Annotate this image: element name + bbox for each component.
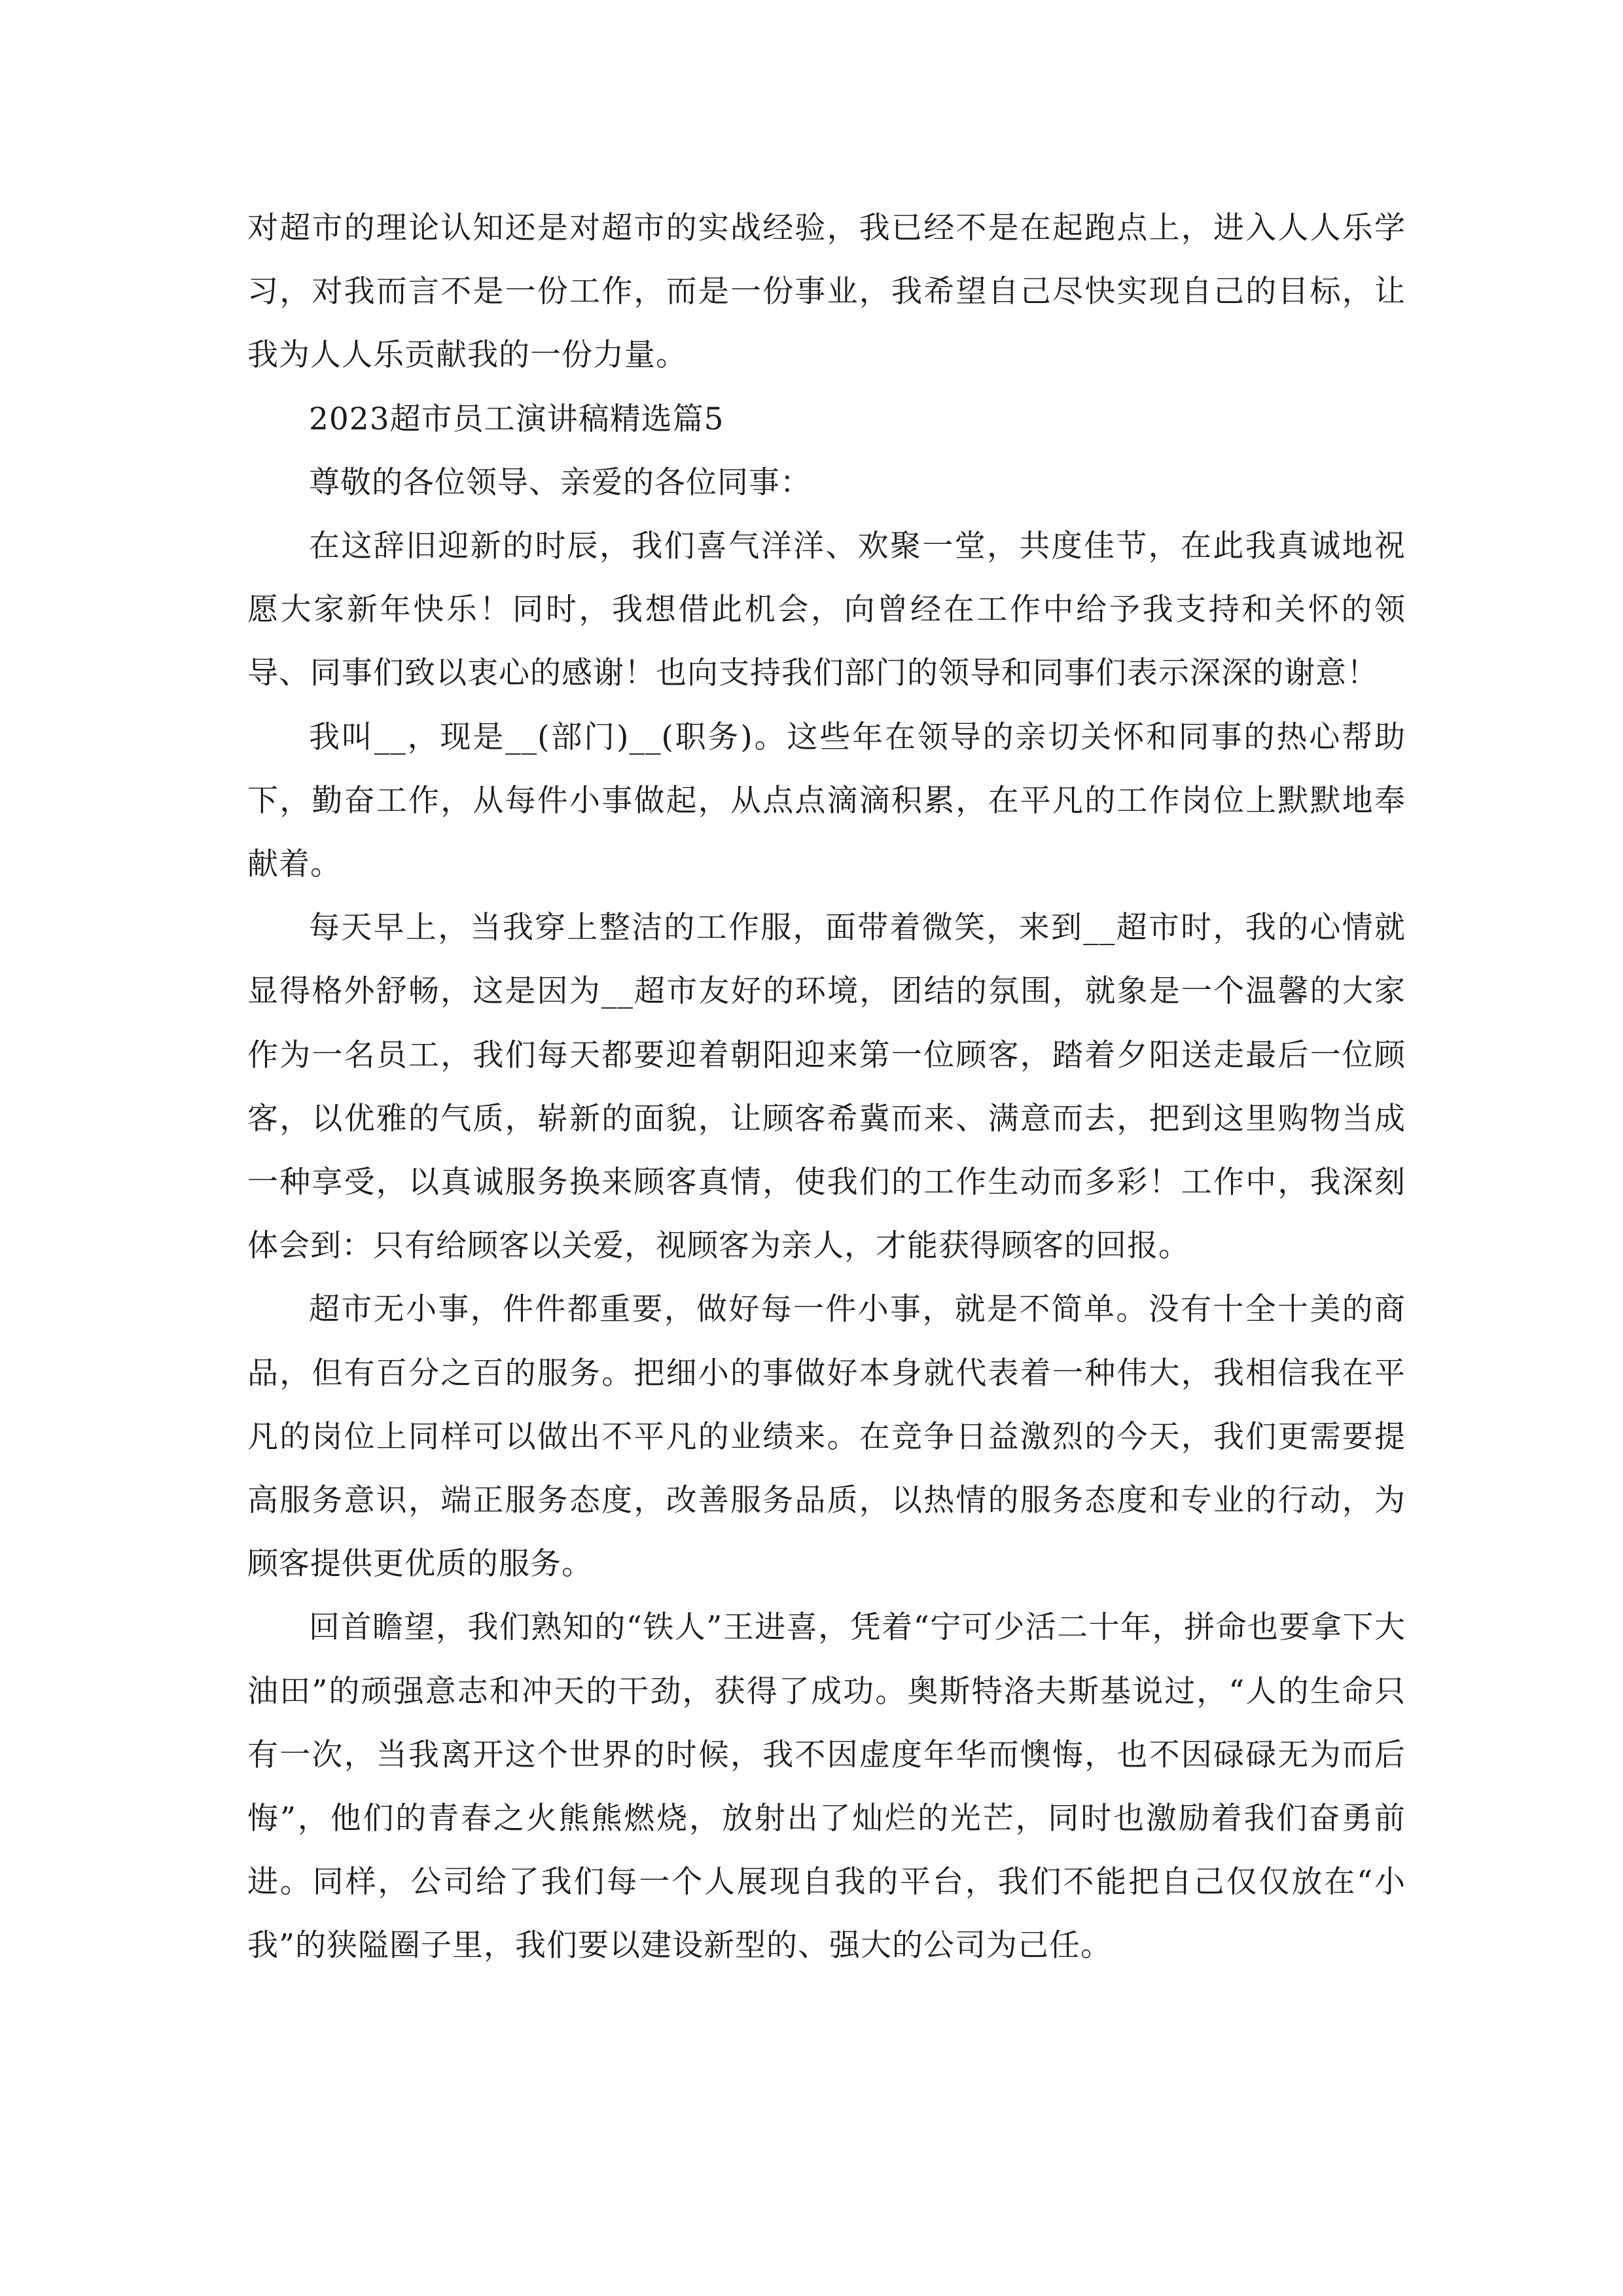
paragraph: 每天早上，当我穿上整洁的工作服，面带着微笑，来到__超市时，我的心情就显得格外舒畅，这是因为__超市友好的环境，团结的氛围，就象是一个温馨的大家作为一名员工，我们每天都要迎着朝阳迎来第一位顾客，踏着夕阳送走最后一位顾客，以优雅的气质，崭新的面貌，让顾客希冀而来、满意而去，把到这里购物当成一种享受，以真诚服务换来顾客真情，使我们的工作生动而多彩！工作中，我深刻体会到：只有给顾客以关爱，视顾客为亲人，才能获得顾客的回报。 xyxy=(247,910,1406,1265)
paragraph: 超市无小事，件件都重要，做好每一件小事，就是不简单。没有十全十美的商品，但有百分之百的服务。把细小的事做好本身就代表着一种伟大，我相信我在平凡的岗位上同样可以做出不平凡的业绩来。在竞争日益激烈的今天，我们更需要提高服务意识，端正服务态度，改善服务品质，以热情的服务态度和专业的行动，为顾客提供更优质的服务。 xyxy=(247,1291,1406,1583)
salutation: 尊敬的各位领导、亲爱的各位同事： xyxy=(309,464,812,501)
paragraph: 在这辞旧迎新的时辰，我们喜气洋洋、欢聚一堂，共度佳节，在此我真诚地祝愿大家新年快乐！同时，我想借此机会，向曾经在工作中给予我支持和关怀的领导、同事们致以衷心的感谢！也向支持我们部门的领导和同事们表示深深的谢意！ xyxy=(247,528,1406,692)
paragraph-continuation: 对超市的理论认知还是对超市的实战经验，我已经不是在起跑点上，进入人人乐学习，对我而言不是一份工作，而是一份事业，我希望自己尽快实现自己的目标，让我为人人乐贡献我的一份力量。 xyxy=(247,210,1406,374)
paragraph: 我叫__，现是__(部门)__(职务)。这些年在领导的亲切关怀和同事的热心帮助下，勤奋工作，从每件小事做起，从点点滴滴积累，在平凡的工作岗位上默默地奉献着。 xyxy=(247,719,1406,883)
paragraph: 回首瞻望，我们熟知的“铁人”王进喜，凭着“宁可少活二十年，拼命也要拿下大油田”的顽强意志和冲天的干劲，获得了成功。奥斯特洛夫斯基说过，“人的生命只有一次，当我离开这个世界的时候，我不因虚度年华而懊悔，也不因碌碌无为而后悔”，他们的青春之火熊熊燃烧，放射出了灿烂的光芒，同时也激励着我们奋勇前进。同样，公司给了我们每一个人展现自我的平台，我们不能把自己仅仅放在“小我”的狭隘圈子里，我们要以建设新型的、强大的公司为己任。 xyxy=(247,1609,1406,1964)
document-body xyxy=(247,196,1406,1978)
section-heading: 2023超市员工演讲稿精选篇5 xyxy=(309,401,724,437)
